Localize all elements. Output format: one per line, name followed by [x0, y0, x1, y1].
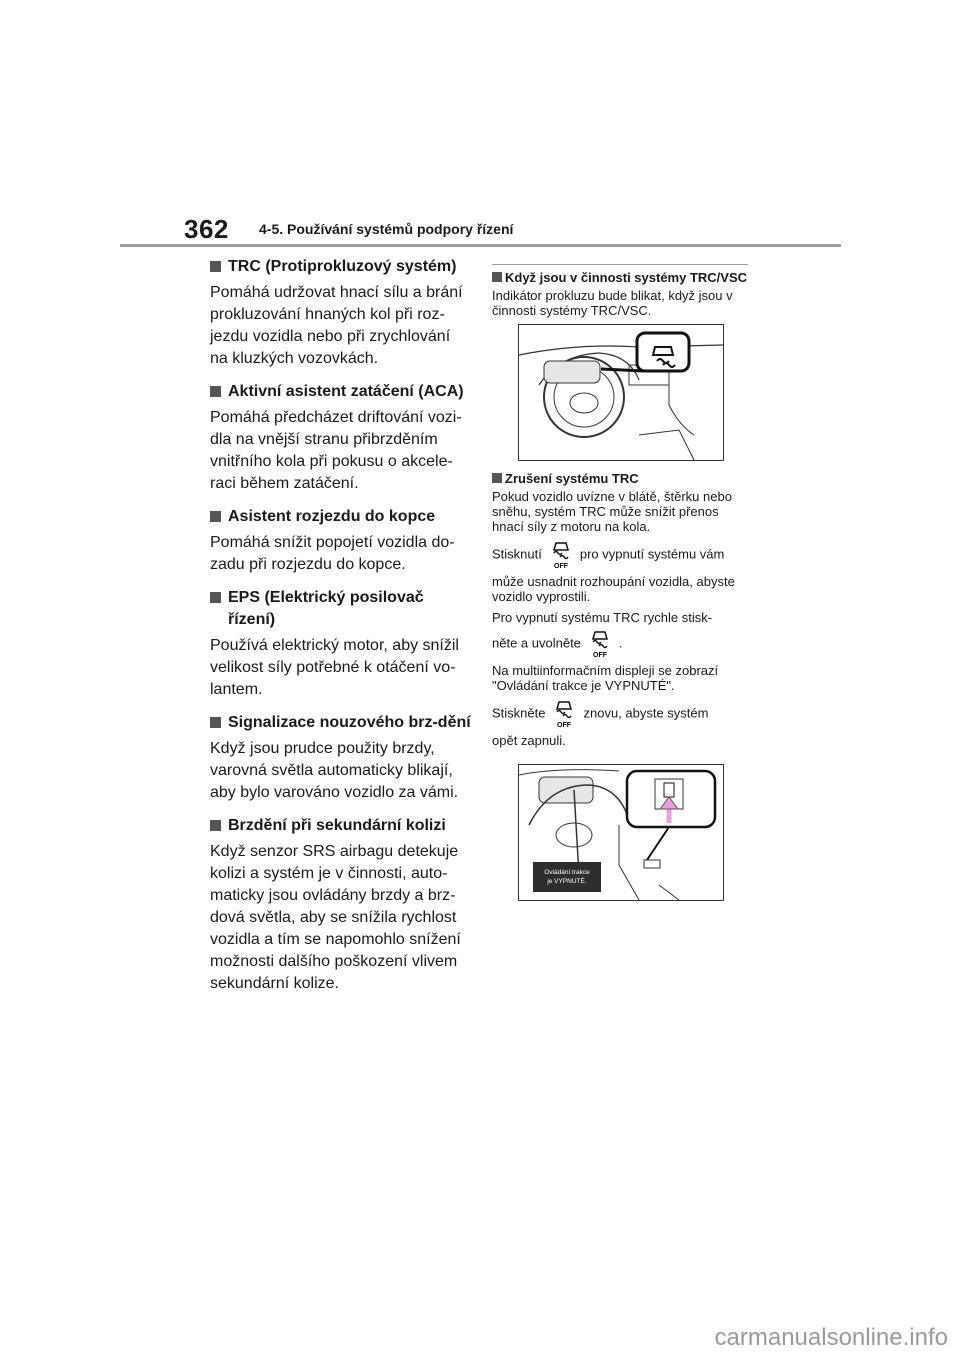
bullet-square-icon [210, 820, 221, 831]
svg-text:OFF: OFF [557, 722, 572, 729]
header-rule [120, 244, 841, 247]
trc-vsc-text: Indikátor prokluzu bude blikat, když jsou v činnosti systémy TRC/VSC. [492, 288, 733, 318]
feature-heading-hill-start: Asistent rozjezdu do kopce [210, 506, 472, 528]
bullet-square-icon [492, 272, 502, 282]
press-instruction-cont: může usnadnit rozhoupání vozidla, abyste vozidlo vyprostili. [492, 574, 735, 604]
page-number: 362 [184, 214, 229, 244]
trc-off-button-icon [587, 629, 613, 659]
slip-indicator-illustration [518, 324, 724, 461]
dashboard-illustration [519, 325, 723, 460]
display-message-text: Na multiinformačním displeji se zobrazí "Ovládání trakce je VYPNUTÉ". [492, 663, 719, 693]
press-instruction: Stisknutí OFF pro vypnutí systému vám [492, 540, 750, 570]
trc-off-illustration [518, 764, 724, 901]
trc-off-button-icon [551, 699, 577, 729]
feature-text-hill-start: Pomáhá snížit popojetí vozidla do-zadu při rozjezdu do kopce. [210, 534, 455, 573]
cancel-trc-text: Pokud vozidlo uvízne v blátě, štěrku nebo sněhu, systém TRC může snížit přenos hnací síly z motoru na kola. [492, 489, 732, 534]
watermark: carmanualsonline.info [714, 1324, 948, 1351]
release-instruction: něte a uvolněte OFF . [492, 629, 750, 659]
bullet-square-icon [210, 511, 221, 522]
press-again-instruction: Stiskněte OFF znovu, abyste systém [492, 699, 750, 729]
bullet-square-icon [210, 592, 221, 603]
feature-text-aca: Pomáhá předcházet driftování vozi-dla na vnější stranu přibrzděním vnitřního kola při pokusu o akcele-raci během zatáčení. [210, 409, 462, 492]
feature-text-secondary-collision: Když senzor SRS airbagu detekuje kolizi a systém je v činnosti, auto-maticky jsou ovládány brzdy a brz-dová světla, aby se snížila rychlost vozidla a tím se napomohlo snížení možnosti dalšího poškození vlivem sekundární kolize. [210, 843, 461, 992]
feature-heading-aca: Aktivní asistent zatáčení (ACA) [210, 381, 472, 403]
right-column [492, 264, 750, 901]
bullet-square-icon [210, 717, 221, 728]
quick-press-line: Pro vypnutí systému TRC rychle stisk- [492, 610, 713, 625]
feature-heading-emergency-brake-signal: Signalizace nouzového brz-dění [210, 712, 472, 734]
feature-text-emergency-brake-signal: Když jsou prudce použity brzdy, varovná světla automaticky blikají, aby bylo varováno vozidlo za vámi. [210, 740, 459, 801]
svg-text:OFF: OFF [592, 652, 607, 659]
feature-heading-eps: EPS (Elektrický posilovač řízení) [210, 587, 472, 631]
feature-text-trc: Pomáhá udržovat hnací sílu a brání prokluzování hnaných kol při roz-jezdu vozidla nebo při zrychlování na kluzkých vozovkách. [210, 284, 463, 367]
bullet-square-icon [210, 261, 221, 272]
section-rule [492, 264, 748, 265]
press-again-cont: opět zapnuli. [492, 733, 566, 748]
left-column [210, 256, 472, 1006]
svg-text:OFF: OFF [553, 563, 568, 570]
feature-heading-secondary-collision: Brzdění při sekundární kolizi [210, 815, 472, 837]
cancel-trc-heading: Zrušení systému TRC [492, 471, 750, 486]
trc-off-button-icon [548, 540, 574, 570]
feature-heading-trc: TRC (Protiprokluzový systém) [210, 256, 472, 278]
bullet-square-icon [492, 473, 502, 483]
section-title: 4-5. Používání systémů podpory řízení [259, 221, 514, 237]
feature-text-eps: Používá elektrický motor, aby snížil velikost síly potřebné k otáčení vo-lantem. [210, 637, 459, 698]
trc-vsc-heading: Když jsou v činnosti systémy TRC/VSC [492, 270, 750, 285]
bullet-square-icon [210, 386, 221, 397]
traction-off-message: Ovládání trakce je VYPNUTÉ. [533, 862, 601, 892]
